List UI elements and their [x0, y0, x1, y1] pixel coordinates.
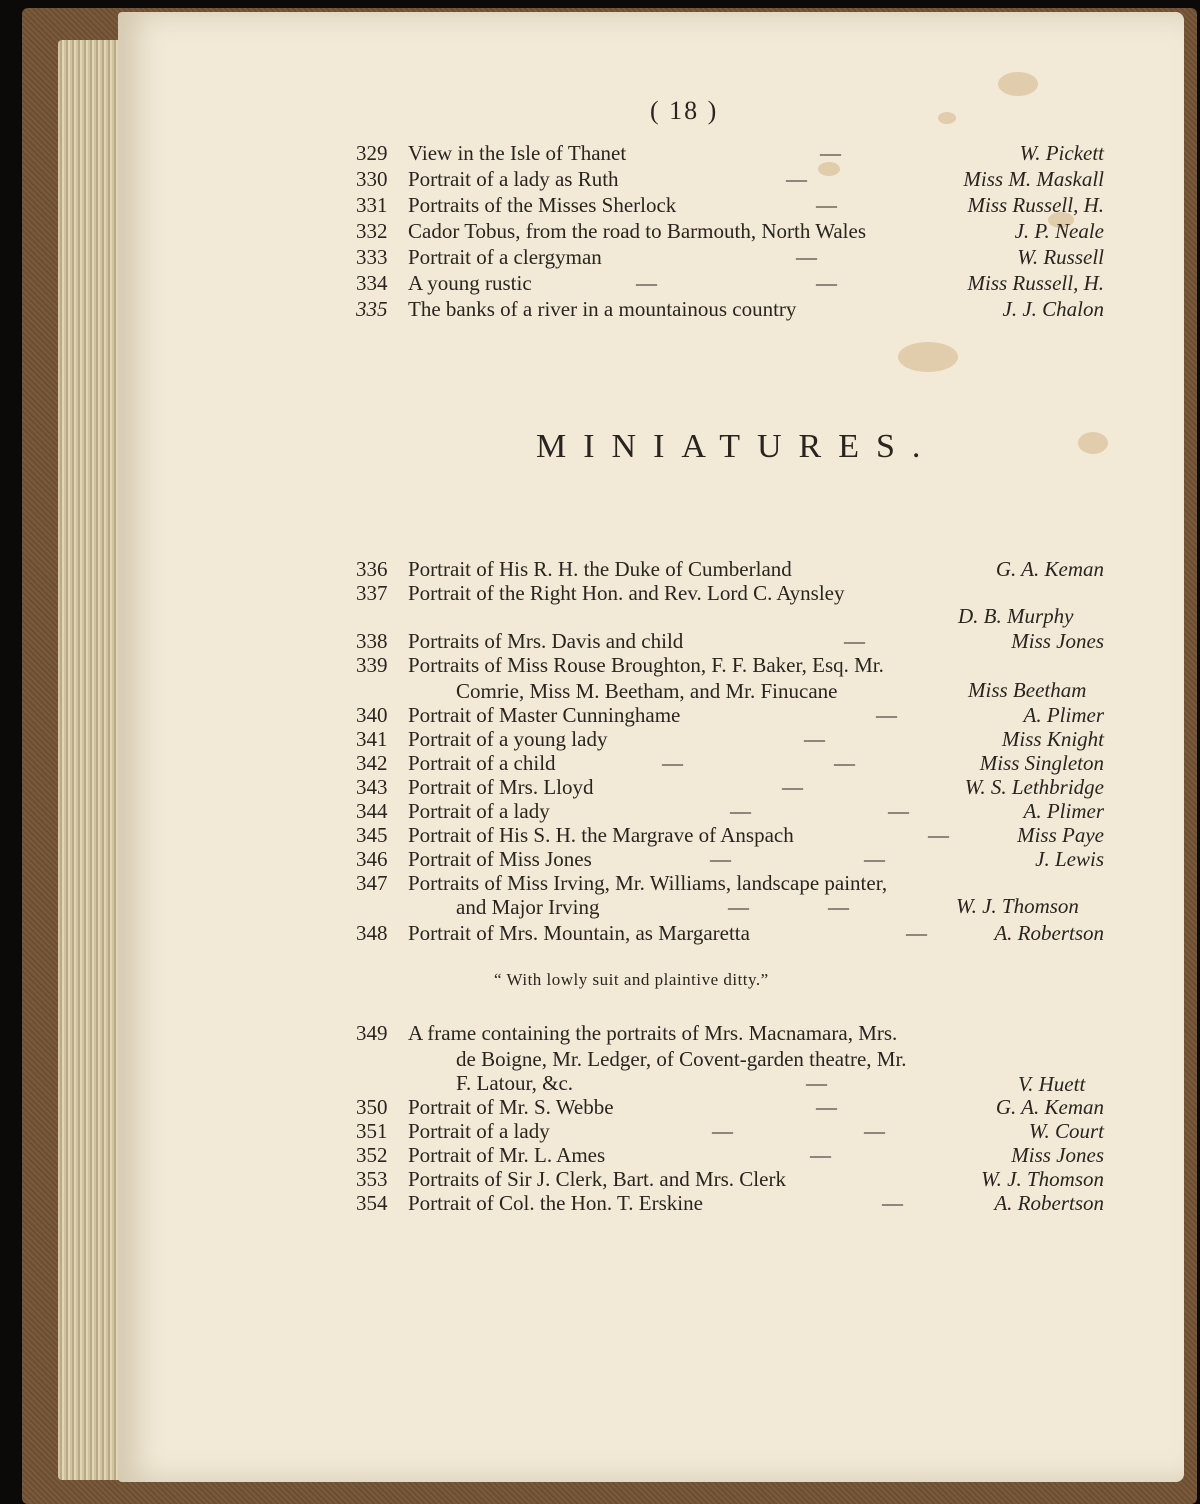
- catalogue-entry: [356, 192, 1104, 218]
- dash: —: [816, 193, 837, 217]
- entry-number: 337: [356, 581, 388, 605]
- dash: —: [820, 141, 841, 165]
- entry-artist: W. J. Thomson: [956, 894, 1079, 918]
- entry-number: 342: [356, 751, 388, 775]
- dash: —: [882, 1191, 903, 1215]
- dash: —: [816, 271, 837, 295]
- entry-artist: G. A. Keman: [995, 557, 1104, 581]
- entry-title: Portrait of a lady as Ruth: [408, 167, 619, 191]
- dash: —: [816, 1095, 837, 1119]
- entry-artist: W. Court: [1028, 1119, 1104, 1143]
- entry-number: 341: [356, 727, 388, 751]
- dash: —: [928, 823, 949, 847]
- entry-artist: G. A. Keman: [995, 1095, 1104, 1119]
- entry-title: A young rustic: [408, 271, 532, 295]
- entry-number: 354: [356, 1191, 388, 1215]
- dash: —: [876, 703, 897, 727]
- catalogue-entry: [356, 870, 1104, 896]
- dash: —: [728, 895, 749, 919]
- catalogue-entry: [356, 1190, 1104, 1216]
- catalogue-entry: [356, 556, 1104, 582]
- section-heading: MINIATURES.: [536, 428, 938, 465]
- dash: —: [710, 847, 731, 871]
- entry-artist: W. Russell: [1017, 245, 1104, 269]
- entry-artist: Miss M. Maskall: [963, 167, 1104, 191]
- entry-number: 335: [356, 297, 388, 321]
- entry-artist: J. Lewis: [1035, 847, 1104, 871]
- catalogue-entry: [356, 846, 1104, 872]
- entry-title: Portrait of Col. the Hon. T. Erskine: [408, 1191, 703, 1215]
- dash: —: [636, 271, 657, 295]
- dash: —: [806, 1071, 827, 1095]
- dash: —: [844, 629, 865, 653]
- entry-title: Portrait of Mrs. Lloyd: [408, 775, 594, 799]
- dash: —: [810, 1143, 831, 1167]
- catalogue-entry: [356, 1166, 1104, 1192]
- entry-continuation: de Boigne, Mr. Ledger, of Covent-garden theatre, Mr.: [456, 1047, 907, 1071]
- entry-number: 336: [356, 557, 388, 581]
- entry-artist: A. Robertson: [994, 921, 1104, 945]
- catalogue-entry: [356, 1020, 1104, 1046]
- entry-title: Portrait of Master Cunninghame: [408, 703, 681, 727]
- foxing-spot: [1078, 432, 1108, 454]
- entry-title: Portrait of a child: [408, 751, 556, 775]
- entry-number: 339: [356, 653, 388, 677]
- entry-number: 350: [356, 1095, 388, 1119]
- entry-continuation: F. Latour, &c.: [456, 1071, 574, 1095]
- entry-title: Portrait of a clergyman: [408, 245, 602, 269]
- catalogue-entry: [356, 798, 1104, 824]
- catalogue-entry: [356, 140, 1104, 166]
- entry-artist: Miss Knight: [1001, 727, 1104, 751]
- entry-title: Portraits of the Misses Sherlock: [408, 193, 677, 217]
- catalogue-entry: [356, 1142, 1104, 1168]
- entry-artist: J. J. Chalon: [1002, 297, 1104, 321]
- entry-artist: A. Plimer: [1023, 703, 1104, 727]
- entry-title: Portrait of His R. H. the Duke of Cumberland: [408, 557, 792, 581]
- catalogue-entry: [356, 166, 1104, 192]
- entry-continuation: and Major Irving: [456, 895, 600, 919]
- dash: —: [796, 245, 817, 269]
- catalogue-entry: [356, 652, 1104, 678]
- entry-number: 344: [356, 799, 388, 823]
- entry-number: 340: [356, 703, 388, 727]
- entry-artist: W. J. Thomson: [981, 1167, 1104, 1191]
- entry-number: 330: [356, 167, 388, 191]
- catalogue-entry: [356, 1118, 1104, 1144]
- catalogue-entry: [356, 702, 1104, 728]
- dash: —: [782, 775, 803, 799]
- catalogue-entry: [356, 296, 1104, 322]
- catalogue-entry: [356, 244, 1104, 270]
- entry-number: 352: [356, 1143, 388, 1167]
- entry-number: 329: [356, 141, 388, 165]
- dash: —: [828, 895, 849, 919]
- entry-number: 345: [356, 823, 388, 847]
- catalogue-entry: [356, 726, 1104, 752]
- dash: —: [662, 751, 683, 775]
- entry-artist: A. Robertson: [994, 1191, 1104, 1215]
- entry-title: Portraits of Miss Irving, Mr. Williams, landscape painter,: [408, 871, 888, 895]
- entry-title: Portrait of a young lady: [408, 727, 608, 751]
- entry-title: Portraits of Mrs. Davis and child: [408, 629, 684, 653]
- entry-number: 343: [356, 775, 388, 799]
- entry-number: 351: [356, 1119, 388, 1143]
- dash: —: [864, 847, 885, 871]
- dash: —: [712, 1119, 733, 1143]
- entry-artist: D. B. Murphy: [958, 604, 1074, 628]
- catalogue-entry: [356, 218, 1104, 244]
- entry-number: 331: [356, 193, 388, 217]
- page-number: ( 18 ): [650, 96, 719, 125]
- entry-artist: Miss Paye: [1017, 823, 1104, 847]
- entry-title: Portrait of His S. H. the Margrave of Anspach: [408, 823, 794, 847]
- catalogue-entry: [356, 580, 1104, 606]
- entry-number: 353: [356, 1167, 388, 1191]
- entry-number: 348: [356, 921, 388, 945]
- entry-artist: Miss Jones: [1011, 1143, 1104, 1167]
- catalogue-entry: [356, 628, 1104, 654]
- entry-title: Cador Tobus, from the road to Barmouth, North Wales: [408, 219, 866, 243]
- entry-artist: Miss Singleton: [979, 751, 1104, 775]
- entry-title: Portrait of Miss Jones: [408, 847, 592, 871]
- entry-title: Portrait of the Right Hon. and Rev. Lord C. Aynsley: [408, 581, 845, 605]
- quotation: “ With lowly suit and plaintive ditty.”: [494, 970, 769, 989]
- entry-number: 333: [356, 245, 388, 269]
- entry-artist: Miss Russell, H.: [967, 271, 1104, 295]
- entry-artist: V. Huett: [1018, 1072, 1086, 1096]
- entry-title: Portraits of Miss Rouse Broughton, F. F. Baker, Esq. Mr.: [408, 653, 884, 677]
- entry-title: The banks of a river in a mountainous country: [408, 297, 797, 321]
- dash: —: [804, 727, 825, 751]
- entry-artist: Miss Russell, H.: [967, 193, 1104, 217]
- entry-continuation: Comrie, Miss M. Beetham, and Mr. Finucane: [456, 679, 838, 703]
- foxing-spot: [898, 342, 958, 372]
- catalogue-entry: [356, 270, 1104, 296]
- entry-title: Portrait of a lady: [408, 799, 550, 823]
- entry-number: 332: [356, 219, 388, 243]
- entry-title: Portrait of Mrs. Mountain, as Margaretta: [408, 921, 750, 945]
- entry-artist: J. P. Neale: [1014, 219, 1104, 243]
- entry-artist: W. S. Lethbridge: [964, 775, 1104, 799]
- dash: —: [730, 799, 751, 823]
- entry-number: 347: [356, 871, 388, 895]
- dash: —: [888, 799, 909, 823]
- entry-title: A frame containing the portraits of Mrs. Macnamara, Mrs.: [408, 1021, 898, 1045]
- catalogue-entry: [356, 920, 1104, 946]
- catalogue-entry: [356, 1094, 1104, 1120]
- entry-number: 338: [356, 629, 388, 653]
- entry-number: 334: [356, 271, 388, 295]
- foxing-spot: [998, 72, 1038, 96]
- dash: —: [906, 921, 927, 945]
- entry-artist: A. Plimer: [1023, 799, 1104, 823]
- entry-number: 349: [356, 1021, 388, 1045]
- entry-title: View in the Isle of Thanet: [408, 141, 627, 165]
- dash: —: [786, 167, 807, 191]
- entry-number: 346: [356, 847, 388, 871]
- entry-title: Portrait of a lady: [408, 1119, 550, 1143]
- catalogue-entry: [356, 750, 1104, 776]
- catalogue-entry: [356, 822, 1104, 848]
- entry-title: Portrait of Mr. L. Ames: [408, 1143, 606, 1167]
- entry-title: Portrait of Mr. S. Webbe: [408, 1095, 614, 1119]
- entry-artist: Miss Beetham: [968, 678, 1087, 702]
- entry-artist: Miss Jones: [1011, 629, 1104, 653]
- dash: —: [864, 1119, 885, 1143]
- catalogue-entry: [356, 774, 1104, 800]
- entry-title: Portraits of Sir J. Clerk, Bart. and Mrs. Clerk: [408, 1167, 786, 1191]
- dash: —: [834, 751, 855, 775]
- foxing-spot: [938, 112, 956, 124]
- entry-artist: W. Pickett: [1019, 141, 1104, 165]
